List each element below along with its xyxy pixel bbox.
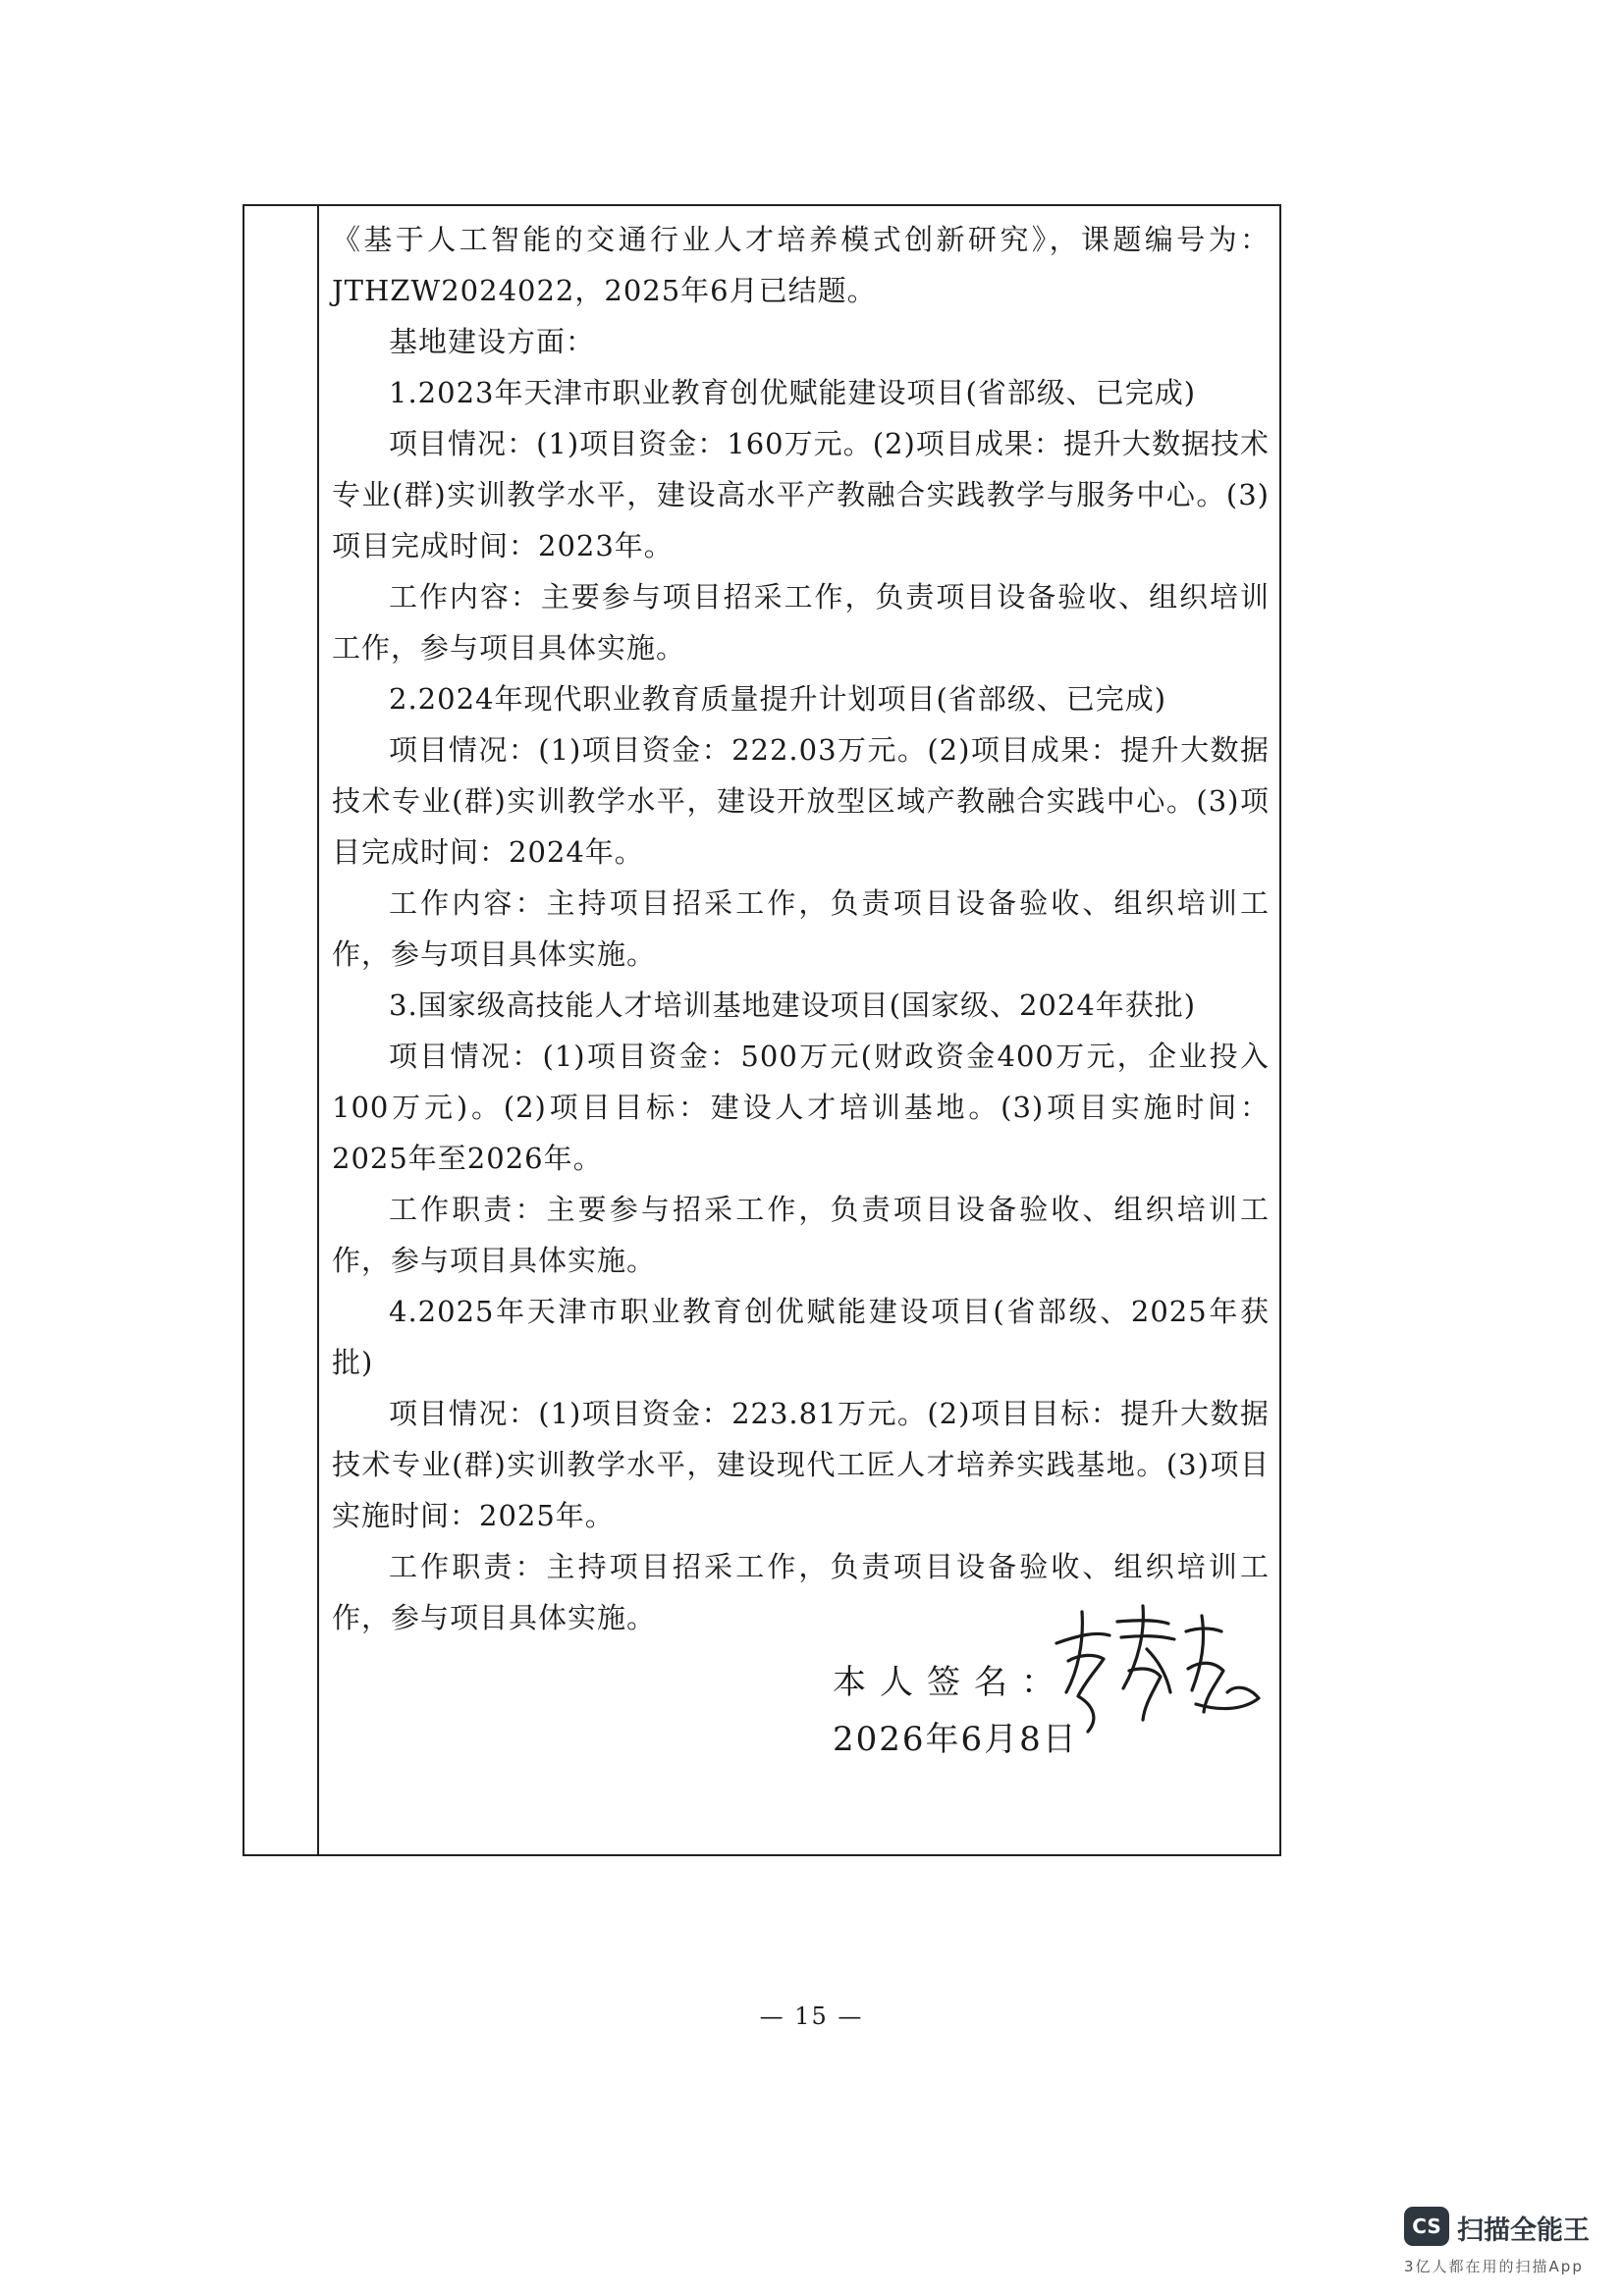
paragraph-6: 2.2024年现代职业教育质量提升计划项目(省部级、已完成) [389, 682, 1167, 716]
signature-date: 2026年6月8日 [833, 1720, 1078, 1759]
paragraph-2: 基地建设方面： [389, 325, 596, 358]
document-body [332, 214, 1270, 1643]
handwritten-signature [1049, 1602, 1265, 1739]
signature-label: 本人签名： [833, 1663, 1068, 1702]
paragraph-14: 工作职责：主持项目招采工作，负责项目设备验收、组织培训工作，参与项目具体实施。 [332, 1550, 1270, 1634]
paragraph-10: 项目情况：(1)项目资金：500万元(财政资金400万元，企业投入100万元)。(2)项目目标：建设人才培训基地。(3)项目实施时间：2025年至2026年。 [332, 1040, 1270, 1175]
scanner-watermark [1404, 2207, 1610, 2285]
paragraph-13: 项目情况：(1)项目资金：223.81万元。(2)项目目标：提升大数据技术专业(群)实训教学水平，建设现代工匠人才培养实践基地。(3)项目实施时间：2025年。 [332, 1397, 1270, 1532]
page-number: — 15 — [759, 2002, 864, 2030]
paragraph-9: 3.国家级高技能人才培训基地建设项目(国家级、2024年获批) [389, 988, 1197, 1022]
scanner-logo-icon: CS [1404, 2207, 1449, 2246]
paragraph-5: 工作内容：主要参与项目招采工作，负责项目设备验收、组织培训工作，参与项目具体实施。 [332, 580, 1270, 665]
scanner-brand-name: 扫描全能王 [1457, 2216, 1590, 2246]
paragraph-1: 《基于人工智能的交通行业人才培养模式创新研究》，课题编号为：JTHZW2024022，2025年6月已结题。 [332, 223, 1270, 307]
paragraph-4: 项目情况：(1)项目资金：160万元。(2)项目成果：提升大数据技术专业(群)实训教学水平，建设高水平产教融合实践教学与服务中心。(3)项目完成时间：2023年。 [332, 427, 1270, 562]
paragraph-8: 工作内容：主持项目招采工作，负责项目设备验收、组织培训工作，参与项目具体实施。 [332, 886, 1270, 971]
paragraph-7: 项目情况：(1)项目资金：222.03万元。(2)项目成果：提升大数据技术专业(群)实训教学水平，建设开放型区域产教融合实践中心。(3)项目完成时间：2024年。 [332, 733, 1270, 869]
column-divider [317, 204, 319, 1856]
paragraph-3: 1.2023年天津市职业教育创优赋能建设项目(省部级、已完成) [389, 376, 1197, 409]
scanner-slogan: 3亿人都在用的扫描App [1404, 2258, 1584, 2275]
paragraph-11: 工作职责：主要参与招采工作，负责项目设备验收、组织培训工作，参与项目具体实施。 [332, 1193, 1270, 1277]
signature-block [833, 1654, 1078, 1768]
paragraph-12: 4.2025年天津市职业教育创优赋能建设项目(省部级、2025年获批) [332, 1295, 1270, 1379]
